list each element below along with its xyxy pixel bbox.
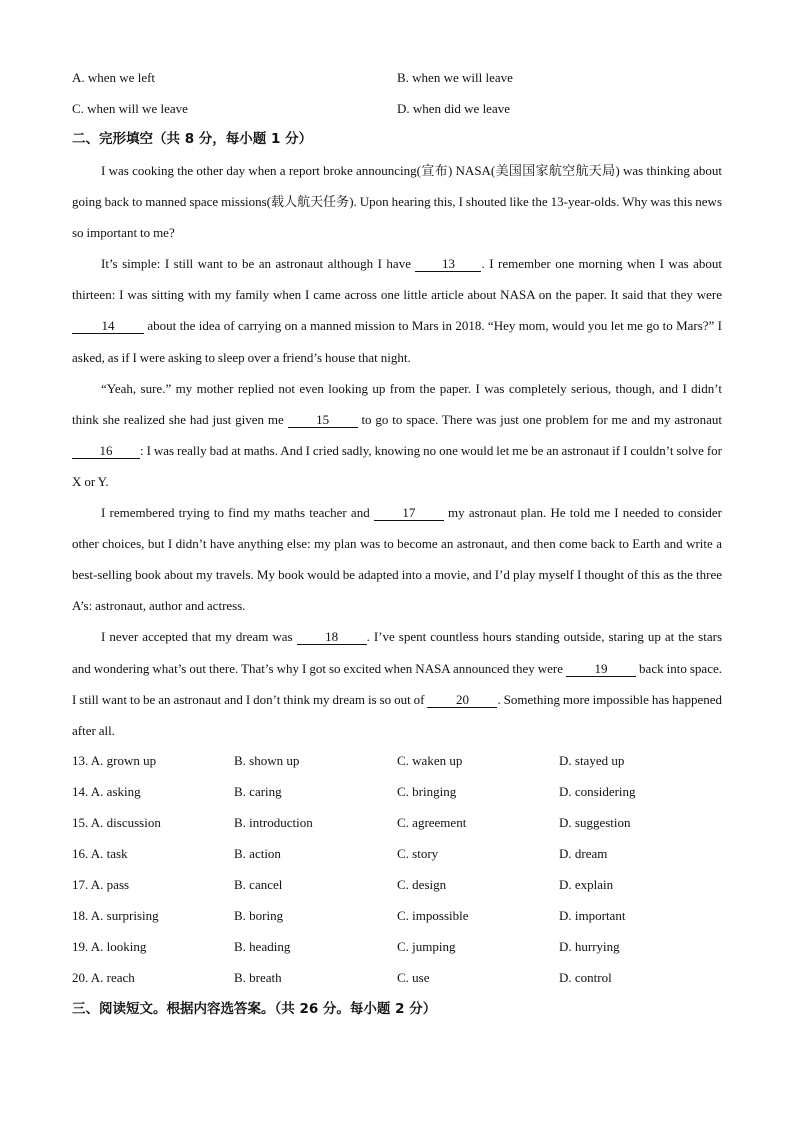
- choice-b: B. action: [234, 846, 281, 862]
- prev-options-row-1: [72, 62, 722, 93]
- option-c: C. when will we leave: [72, 100, 188, 116]
- blank-19: 19: [566, 662, 636, 677]
- blank-14: 14: [72, 319, 144, 334]
- paragraph-text: : I was really bad at maths. And I cried sadly, knowing no one would let me be an astronaut if I couldn’t solve for X or Y.: [72, 442, 722, 489]
- question-row: [72, 870, 722, 901]
- choice-c: C. jumping: [397, 939, 456, 955]
- choice-c: C. impossible: [397, 908, 469, 924]
- choice-d: D. control: [559, 970, 612, 986]
- choice-b: B. introduction: [234, 815, 313, 831]
- choice-c: C. use: [397, 970, 430, 986]
- choice-a: 16. A. task: [72, 846, 128, 862]
- option-a: A. when we left: [72, 69, 156, 85]
- option-b: B. when we will leave: [397, 69, 513, 85]
- prev-options-row-2: [72, 93, 722, 124]
- section-3-title: 三、阅读短文。根据内容选答案。（共 26 分。每小题 2 分）: [72, 1000, 437, 1017]
- choice-d: D. suggestion: [559, 815, 631, 831]
- choice-c: C. agreement: [397, 815, 467, 831]
- paragraph-text: back into space. I still want to be an astronaut and I don’t think my dream is so out of: [72, 660, 722, 707]
- choice-b: B. breath: [234, 970, 282, 986]
- question-row: [72, 777, 722, 808]
- option-d: D. when did we leave: [397, 100, 510, 116]
- question-list: [72, 746, 722, 994]
- blank-18: 18: [297, 630, 367, 645]
- choice-a: 20. A. reach: [72, 970, 135, 986]
- choice-a: 13. A. grown up: [72, 753, 157, 769]
- question-row: [72, 808, 722, 839]
- paragraph-text: to go to space. There was just one problem for me and my astronaut: [357, 411, 722, 427]
- choice-c: C. design: [397, 877, 447, 893]
- section-2-title: 二、完形填空（共 8 分，每小题 1 分）: [72, 131, 313, 147]
- passage-paragraph-2: [72, 248, 722, 372]
- choice-d: D. dream: [559, 846, 608, 862]
- paragraph-text: I remembered trying to find my maths teacher and: [101, 505, 374, 521]
- choice-d: D. explain: [559, 877, 614, 893]
- choice-b: B. caring: [234, 784, 282, 800]
- question-row: [72, 932, 722, 963]
- paragraph-text: . I’ve spent countless hours standing outside, staring up at the stars and wondering what’s out there. That’s why I got so excited when NASA announced they were: [72, 629, 722, 676]
- choice-b: B. heading: [234, 939, 291, 955]
- choice-a: 18. A. surprising: [72, 908, 159, 924]
- passage-paragraph-4: [72, 497, 722, 621]
- choice-c: C. waken up: [397, 753, 463, 769]
- question-row: [72, 746, 722, 777]
- paragraph-text: . I remember one morning when I was about thirteen: I was sitting with my family when I came across one little article about NASA on the paper. It said that they were: [72, 256, 723, 303]
- paragraph-text: . Something more impossible has happened after all.: [72, 691, 722, 738]
- question-row: [72, 963, 722, 994]
- choice-a: 14. A. asking: [72, 784, 141, 800]
- choice-c: C. story: [397, 846, 439, 862]
- choice-c: C. bringing: [397, 784, 457, 800]
- choice-b: B. shown up: [234, 753, 300, 769]
- choice-b: B. cancel: [234, 877, 283, 893]
- passage-paragraph-5: [72, 621, 722, 745]
- paragraph-text: “Yeah, sure.” my mother replied not even looking up from the paper. I was completely serious, though, and I didn’t think she realized she had just given me: [72, 380, 722, 427]
- choice-d: D. hurrying: [559, 939, 620, 955]
- blank-13: 13: [415, 257, 481, 272]
- question-row: [72, 839, 722, 870]
- paragraph-text: It’s simple: I still want to be an astronaut although I have: [101, 256, 416, 272]
- choice-d: D. stayed up: [559, 753, 625, 769]
- blank-20: 20: [427, 693, 497, 708]
- blank-17: 17: [374, 506, 444, 521]
- choice-d: D. considering: [559, 784, 636, 800]
- choice-b: B. boring: [234, 908, 284, 924]
- blank-15: 15: [288, 413, 358, 428]
- choice-a: 19. A. looking: [72, 939, 147, 955]
- paragraph-text: I was cooking the other day when a report broke announcing(宣布) NASA(美国国家航空航天局) was thinking about going back to manned space missions(载人航天任务). Upon hearing this, I shouted like the 13-year-olds. Why was this news so important to me?: [72, 163, 722, 241]
- passage-paragraph-1: [72, 155, 722, 248]
- paragraph-text: my astronaut plan. He told me I needed to consider other choices, but I didn’t have anything else: my plan was to become an astronaut, and then come back to Earth and write a best-selling book about my travels. My book would be adapted into a movie, and I’d play myself I thought of this as the three A’s: astronaut, author and actress.: [72, 505, 723, 614]
- blank-16: 16: [72, 444, 140, 459]
- paragraph-text: about the idea of carrying on a manned mission to Mars in 2018. “Hey mom, would you let me go to Mars?” I asked, as if I were asking to sleep over a friend’s house that night.: [72, 318, 722, 365]
- paragraph-text: I never accepted that my dream was: [101, 629, 297, 645]
- choice-d: D. important: [559, 908, 626, 924]
- passage-paragraph-3: [72, 373, 722, 497]
- exam-page: [72, 62, 722, 1025]
- choice-a: 15. A. discussion: [72, 815, 161, 831]
- question-row: [72, 901, 722, 932]
- choice-a: 17. A. pass: [72, 877, 130, 893]
